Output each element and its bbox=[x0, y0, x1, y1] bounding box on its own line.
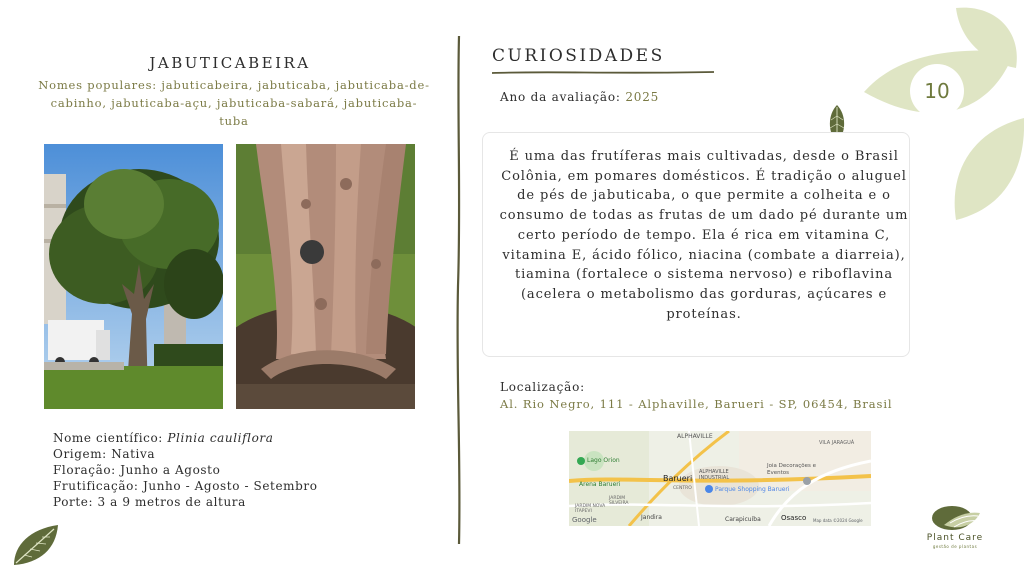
brand-tagline: gestão de plantas bbox=[932, 544, 978, 549]
location-address: Al. Rio Negro, 111 - Alphaville, Barueri - SP, 06454, Brasil bbox=[500, 397, 893, 411]
curiosities-title: CURIOSIDADES bbox=[492, 46, 665, 66]
origin-line: Origem: Nativa bbox=[53, 447, 156, 461]
plant-care-logo-icon bbox=[930, 503, 982, 533]
year-value: 2025 bbox=[625, 90, 660, 104]
scientific-name-label: Nome científico: bbox=[53, 431, 163, 445]
page-number: 10 bbox=[910, 64, 964, 118]
flowering-line: Floração: Junho a Agosto bbox=[53, 463, 221, 477]
map-label-alphaville-industrial: ALPHAVILLE INDUSTRIAL bbox=[699, 469, 730, 481]
map-label-joia: Joia Decorações e Eventos bbox=[767, 463, 817, 476]
curiosities-text: É uma das frutíferas mais cultivadas, desde o Brasil Colônia, em pomares domésticos. É tradição o aluguel de pés de jabuticaba, o que permite a colheita e o consumo de todas as frutas de um dado pé durante um certo período de tempo. Ela é rica em vitamina C, vitamina E, ácido fólico, niacina (combate a diarreia), tiamina (fortalece o sistema nervoso) e riboflavina (acelera o metabolismo das gorduras, açúcares e proteínas. bbox=[499, 149, 909, 322]
scientific-name-value: Plinia cauliflora bbox=[167, 431, 274, 445]
map-label-jardim-silveira: JARDIM SILVEIRA bbox=[609, 496, 629, 506]
title-underline bbox=[492, 70, 714, 76]
map-label-shopping: Parque Shopping Barueri bbox=[715, 486, 790, 493]
map-label-jardim-nova: JARDIM NOVA ITAPEVI bbox=[575, 504, 606, 514]
map-label-lago: Lago Orion bbox=[587, 457, 620, 464]
plant-facts bbox=[53, 430, 318, 510]
popular-names: Nomes populares: jabuticabeira, jabuticaba, jabuticaba-de-cabinho, jabuticaba-açu, jabuticaba-sabará, jabuticaba-tuba bbox=[38, 78, 430, 128]
year-label: Ano da avaliação: bbox=[500, 90, 621, 104]
trunk-photo bbox=[236, 144, 415, 409]
location-label: Localização: bbox=[500, 380, 585, 394]
tree-photo bbox=[44, 144, 223, 409]
column-divider bbox=[455, 36, 463, 544]
map-google-logo: Google bbox=[572, 516, 597, 524]
map-label-barueri: Barueri bbox=[663, 474, 693, 483]
map-label-jandira: Jandira bbox=[641, 514, 662, 521]
evaluation-year bbox=[500, 90, 659, 104]
fruiting-line: Frutificação: Junho - Agosto - Setembro bbox=[53, 479, 318, 493]
map-label-osasco: Osasco bbox=[781, 514, 807, 522]
map-label-carapicuiba: Carapicuíba bbox=[725, 516, 761, 523]
brand-name: Plant Care bbox=[926, 533, 984, 543]
map-label-arena: Arena Barueri bbox=[579, 481, 621, 488]
plant-title: JABUTICABEIRA bbox=[149, 54, 311, 72]
size-line: Porte: 3 a 9 metros de altura bbox=[53, 495, 246, 509]
map-label-alphaville: ALPHAVILLE bbox=[677, 433, 713, 440]
scientific-name-line bbox=[53, 430, 318, 446]
map-copyright: Map data ©2024 Google bbox=[813, 518, 863, 523]
map-label-centro: CENTRO bbox=[673, 486, 692, 491]
map-label-vila-jaragua: VILA JARAGUÁ bbox=[819, 440, 855, 446]
location-map[interactable] bbox=[569, 431, 871, 526]
leaf-icon bbox=[10, 523, 62, 569]
